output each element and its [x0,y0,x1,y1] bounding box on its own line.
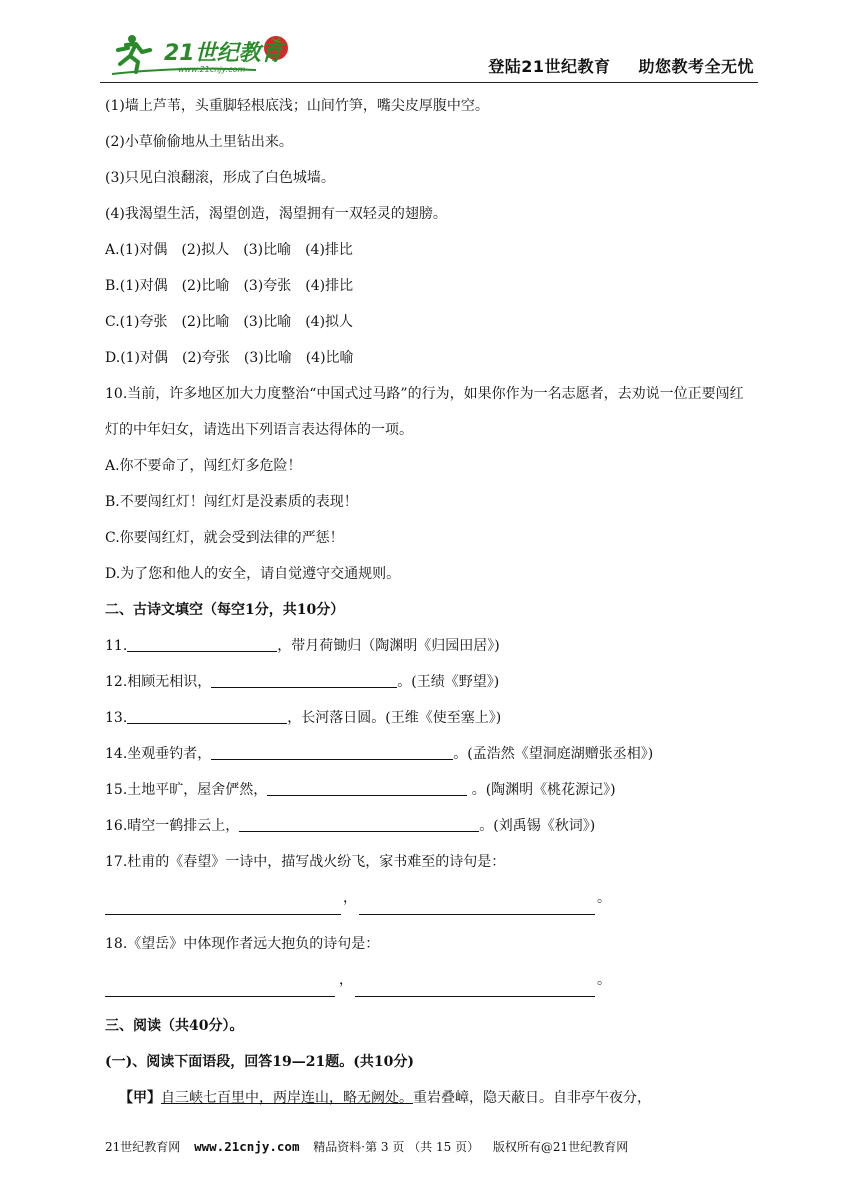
page-footer [105,1138,755,1155]
section3-title: 三、阅读（共40分）。 [105,1018,244,1034]
q16: 16.晴空一鹤排云上， 。(刘禹锡《秋词》) [105,818,596,834]
footer-site-url[interactable]: www.21cnjy.com [194,1139,300,1154]
q13-blank[interactable] [127,709,287,724]
q17-blank-2[interactable] [359,900,595,915]
q18-blank-2[interactable] [355,982,595,997]
q15: 15.土地平旷，屋舍俨然， 。(陶渊明《桃花源记》) [105,782,616,798]
q9-option-d: D.(1)对偶 (2)夸张 (3)比喻 (4)比喻 [105,350,354,366]
q12-blank[interactable] [211,673,397,688]
section2-title: 二、古诗文填空（每空1分，共10分） [105,602,345,618]
q9-item: (3)只见白浪翻滚，形成了白色城墙。 [105,170,335,186]
q10-stem: 10.当前，许多地区加大力度整治“中国式过马路”的行为，如果你作为一名志愿者，去劝说一位正要闯红灯的中年妇女，请选出下列语言表达得体的一项。 [105,386,744,438]
q10-option: A.你不要命了，闯红灯多危险！ [105,458,302,474]
q11-blank[interactable] [127,637,277,652]
passage-jia: 【甲】自三峡七百里中，两岸连山，略无阙处。重岩叠嶂，隐天蔽日。自非亭午夜分， [119,1090,651,1106]
q18-answer: ， 。 [105,962,755,1008]
q9-option-a: A.(1)对偶 (2)拟人 (3)比喻 (4)排比 [105,242,353,258]
footer-site-name: 21世纪教育网 [105,1140,181,1154]
footer-copyright: 版权所有@21世纪教育网 [492,1140,629,1154]
section3-sub1-title: (一)、阅读下面语段，回答19—21题。(共10分) [105,1054,414,1070]
logo-text: 21世纪教育 [164,41,283,66]
q10-option: C.你要闯红灯，就会受到法律的严惩！ [105,530,344,546]
q18-stem: 18.《望岳》中体现作者远大抱负的诗句是： [105,936,380,952]
q9-item: (2)小草偷偷地从土里钻出来。 [105,134,293,150]
q9-item: (1)墙上芦苇，头重脚轻根底浅；山间竹笋，嘴尖皮厚腹中空。 [105,98,489,114]
q14-blank[interactable] [211,745,453,760]
q10-option: D.为了您和他人的安全，请自觉遵守交通规则。 [105,566,401,582]
q9-option-b: B.(1)对偶 (2)比喻 (3)夸张 (4)排比 [105,278,354,294]
logo-url: www.21cnjy.com [178,65,246,74]
q13: 13. ，长河落日圆。(王维《使至塞上》) [105,710,502,726]
slogan-left: 登陆21世纪教育 [488,57,611,76]
page-content [105,88,755,1116]
q17-stem: 17.杜甫的《春望》一诗中，描写战火纷飞，家书难至的诗句是： [105,854,506,870]
q17-answer: ， 。 [105,880,755,926]
q16-blank[interactable] [239,817,479,832]
q18-blank-1[interactable] [105,982,335,997]
q9-item: (4)我渴望生活，渴望创造，渴望拥有一双轻灵的翅膀。 [105,206,447,222]
q12: 12.相顾无相识， 。(王绩《野望》) [105,674,500,690]
q17-blank-1[interactable] [105,900,341,915]
q9-option-c: C.(1)夸张 (2)比喻 (3)比喻 (4)拟人 [105,314,354,330]
q10-option: B.不要闯红灯！闯红灯是没素质的表现！ [105,494,358,510]
slogan-right: 助您教考全无忧 [638,57,754,76]
header-slogan [488,54,754,77]
page-header [100,30,758,83]
q15-blank[interactable] [267,781,467,796]
footer-page-info: 精品资料·第 3 页 （共 15 页） [313,1140,480,1154]
q14: 14.坐观垂钓者， 。(孟浩然《望洞庭湖赠张丞相》) [105,746,654,762]
q11: 11. ，带月荷锄归（陶渊明《归园田居》) [105,638,500,654]
logo-21cnjy [106,30,306,80]
